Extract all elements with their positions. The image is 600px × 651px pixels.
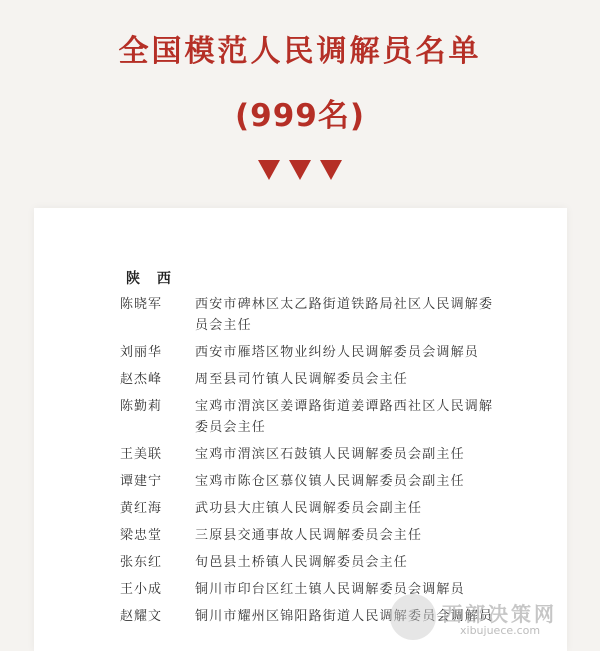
mediator-position: 宝鸡市渭滨区石鼓镇人民调解委员会副主任 — [195, 447, 465, 462]
mediator-name: 黄红海 — [120, 501, 163, 516]
mediator-position: 宝鸡市陈仓区慕仪镇人民调解委员会副主任 — [195, 474, 465, 489]
mediator-position: 西安市雁塔区物业纠纷人民调解委员会调解员 — [195, 345, 480, 360]
list-item — [120, 444, 500, 465]
watermark-logo-icon — [390, 594, 436, 640]
province-heading: 陕 西 — [126, 271, 177, 287]
mediator-position: 铜川市印台区红土镇人民调解委员会调解员 — [195, 582, 465, 597]
mediator-name: 刘丽华 — [120, 345, 163, 360]
mediator-position: 铜川市耀州区锦阳路街道人民调解委员会调解员 — [195, 609, 494, 624]
watermark-url: xibujuece.com — [460, 624, 541, 637]
mediator-list — [120, 294, 500, 633]
list-item — [120, 294, 500, 336]
mediator-position: 周至县司竹镇人民调解委员会主任 — [195, 372, 409, 387]
page-subtitle: (999名) — [234, 98, 366, 134]
watermark — [390, 592, 600, 647]
list-item — [120, 471, 500, 492]
mediator-name: 陈勤莉 — [120, 399, 163, 414]
mediator-name: 王美联 — [120, 447, 163, 462]
list-item — [120, 342, 500, 363]
mediator-name: 谭建宁 — [120, 474, 163, 489]
page-title: 全国模范人民调解员名单 — [118, 34, 482, 69]
down-arrow-icon — [289, 160, 311, 180]
mediator-position: 武功县大庄镇人民调解委员会副主任 — [195, 501, 423, 516]
list-item — [120, 396, 500, 438]
mediator-position: 旬邑县土桥镇人民调解委员会主任 — [195, 555, 409, 570]
down-arrow-icon — [258, 160, 280, 180]
list-item — [120, 525, 500, 546]
mediator-name: 王小成 — [120, 582, 163, 597]
mediator-name: 陈晓军 — [120, 297, 163, 312]
watermark-text: 西部决策网 — [442, 602, 557, 626]
arrow-group — [0, 160, 600, 180]
mediator-position: 宝鸡市渭滨区姜谭路街道姜谭路西社区人民调解委员会主任 — [195, 399, 494, 435]
mediator-name: 赵耀文 — [120, 609, 163, 624]
mediator-position: 西安市碑林区太乙路街道铁路局社区人民调解委员会主任 — [195, 297, 494, 333]
list-item — [120, 498, 500, 519]
mediator-position: 三原县交通事故人民调解委员会主任 — [195, 528, 423, 543]
down-arrow-icon — [320, 160, 342, 180]
mediator-name: 梁忠堂 — [120, 528, 163, 543]
mediator-name: 张东红 — [120, 555, 163, 570]
mediator-name: 赵杰峰 — [120, 372, 163, 387]
list-item — [120, 369, 500, 390]
list-item — [120, 552, 500, 573]
